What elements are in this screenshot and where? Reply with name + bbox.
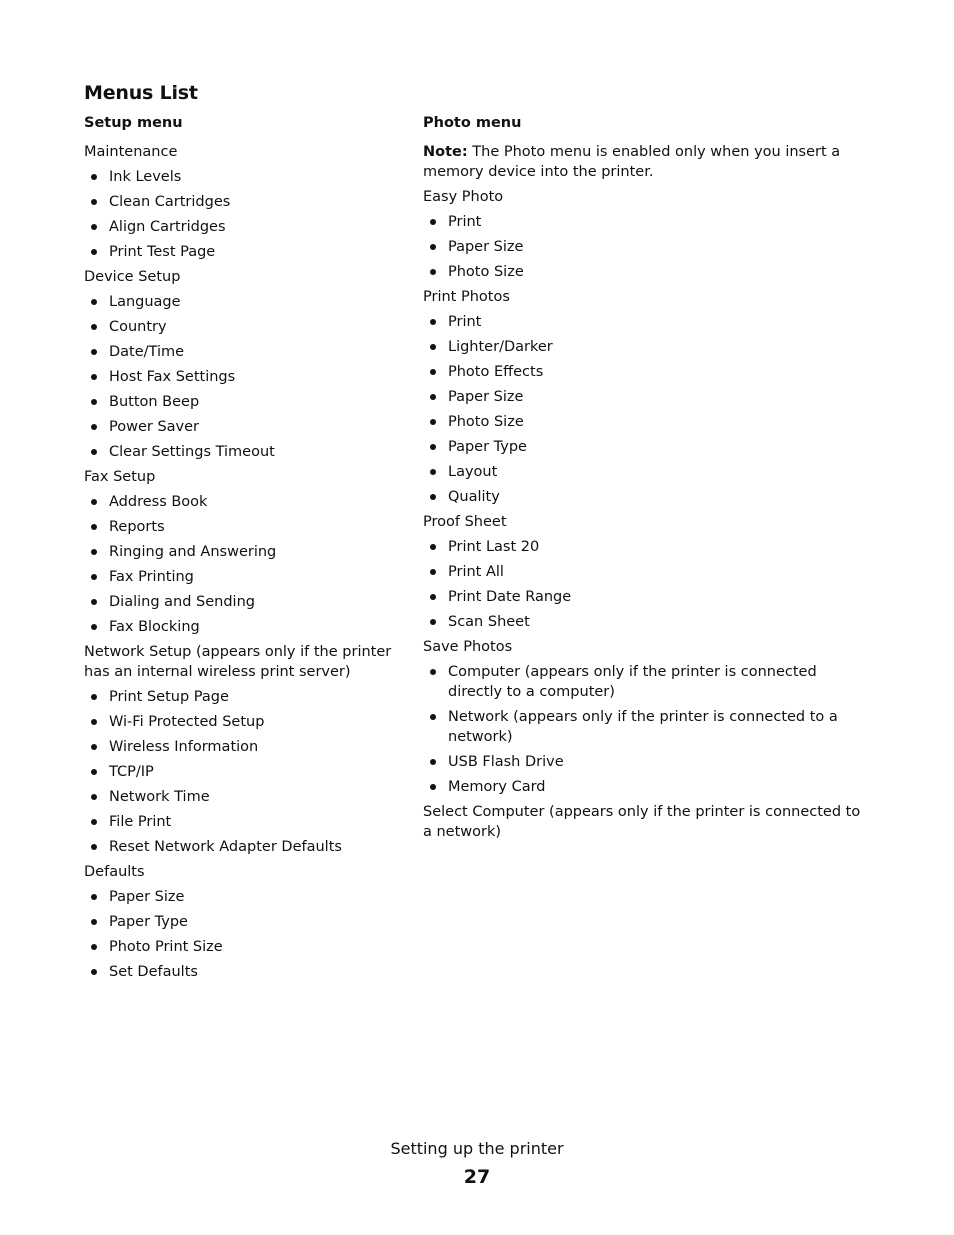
list-item: Dialing and Sending [84,592,419,612]
list-item: Fax Printing [84,567,419,587]
note-text: The Photo menu is enabled only when you insert a memory device into the printer. [423,144,841,180]
menu-group-heading: Proof Sheet [423,514,507,530]
list-item: Network Time [84,787,419,807]
list-item: Power Saver [84,417,419,437]
menu-group-heading: Select Computer (appears only if the printer is connected to a network) [423,804,861,840]
list-item: Paper Type [84,912,419,932]
list-item: Photo Print Size [84,937,419,957]
list-item: Print Test Page [84,242,419,262]
list-item: Paper Size [84,887,419,907]
list-item: Memory Card [423,777,873,797]
page-title: Menus List [84,82,198,104]
menu-group-heading: Save Photos [423,639,513,655]
list-item: Reset Network Adapter Defaults [84,837,419,857]
menu-group-heading: Maintenance [84,144,178,160]
menu-group-heading: Easy Photo [423,189,504,205]
list-item: Quality [423,487,873,507]
menu-group-list [84,887,419,982]
photo-menu-title: Photo menu [423,115,522,131]
list-item: Reports [84,517,419,537]
menu-group-list [423,312,873,507]
list-item: Ink Levels [84,167,419,187]
list-item: Clean Cartridges [84,192,419,212]
menu-group-heading: Fax Setup [84,469,156,485]
list-item: Align Cartridges [84,217,419,237]
setup-menu-column [84,113,419,987]
list-item: USB Flash Drive [423,752,873,772]
list-item: Ringing and Answering [84,542,419,562]
photo-menu-groups [423,187,873,842]
menu-group-list [423,662,873,797]
list-item: Wi-Fi Protected Setup [84,712,419,732]
list-item: Print Date Range [423,587,873,607]
menu-group-heading: Defaults [84,864,145,880]
list-item: File Print [84,812,419,832]
menu-group-heading: Print Photos [423,289,510,305]
list-item: Clear Settings Timeout [84,442,419,462]
footer-section-title: Setting up the printer [390,1139,564,1158]
setup-menu-title: Setup menu [84,115,183,131]
list-item: Set Defaults [84,962,419,982]
list-item: Print [423,312,873,332]
photo-menu-note [423,142,873,182]
page-number: 27 [463,1166,491,1188]
list-item: Computer (appears only if the printer is connected directly to a computer) [423,662,873,702]
list-item: Paper Size [423,237,873,257]
list-item: TCP/IP [84,762,419,782]
list-item: Fax Blocking [84,617,419,637]
list-item: Paper Type [423,437,873,457]
list-item: Host Fax Settings [84,367,419,387]
menu-group-list [423,537,873,632]
list-item: Photo Size [423,262,873,282]
note-label: Note: [423,144,468,160]
list-item: Language [84,292,419,312]
list-item: Paper Size [423,387,873,407]
list-item: Scan Sheet [423,612,873,632]
setup-menu-groups [84,142,419,982]
menu-group-heading: Device Setup [84,269,181,285]
list-item: Layout [423,462,873,482]
list-item: Lighter/Darker [423,337,873,357]
list-item: Button Beep [84,392,419,412]
menu-group-list [84,687,419,857]
list-item: Photo Effects [423,362,873,382]
list-item: Wireless Information [84,737,419,757]
list-item: Print [423,212,873,232]
photo-menu-column [423,113,873,847]
menu-group-list [84,492,419,637]
list-item: Network (appears only if the printer is connected to a network) [423,707,873,747]
list-item: Country [84,317,419,337]
list-item: Print All [423,562,873,582]
menu-group-list [84,167,419,262]
list-item: Address Book [84,492,419,512]
list-item: Date/Time [84,342,419,362]
menu-group-heading: Network Setup (appears only if the printer has an internal wireless print server) [84,644,392,680]
list-item: Photo Size [423,412,873,432]
menu-group-list [84,292,419,462]
list-item: Print Setup Page [84,687,419,707]
menu-group-list [423,212,873,282]
list-item: Print Last 20 [423,537,873,557]
